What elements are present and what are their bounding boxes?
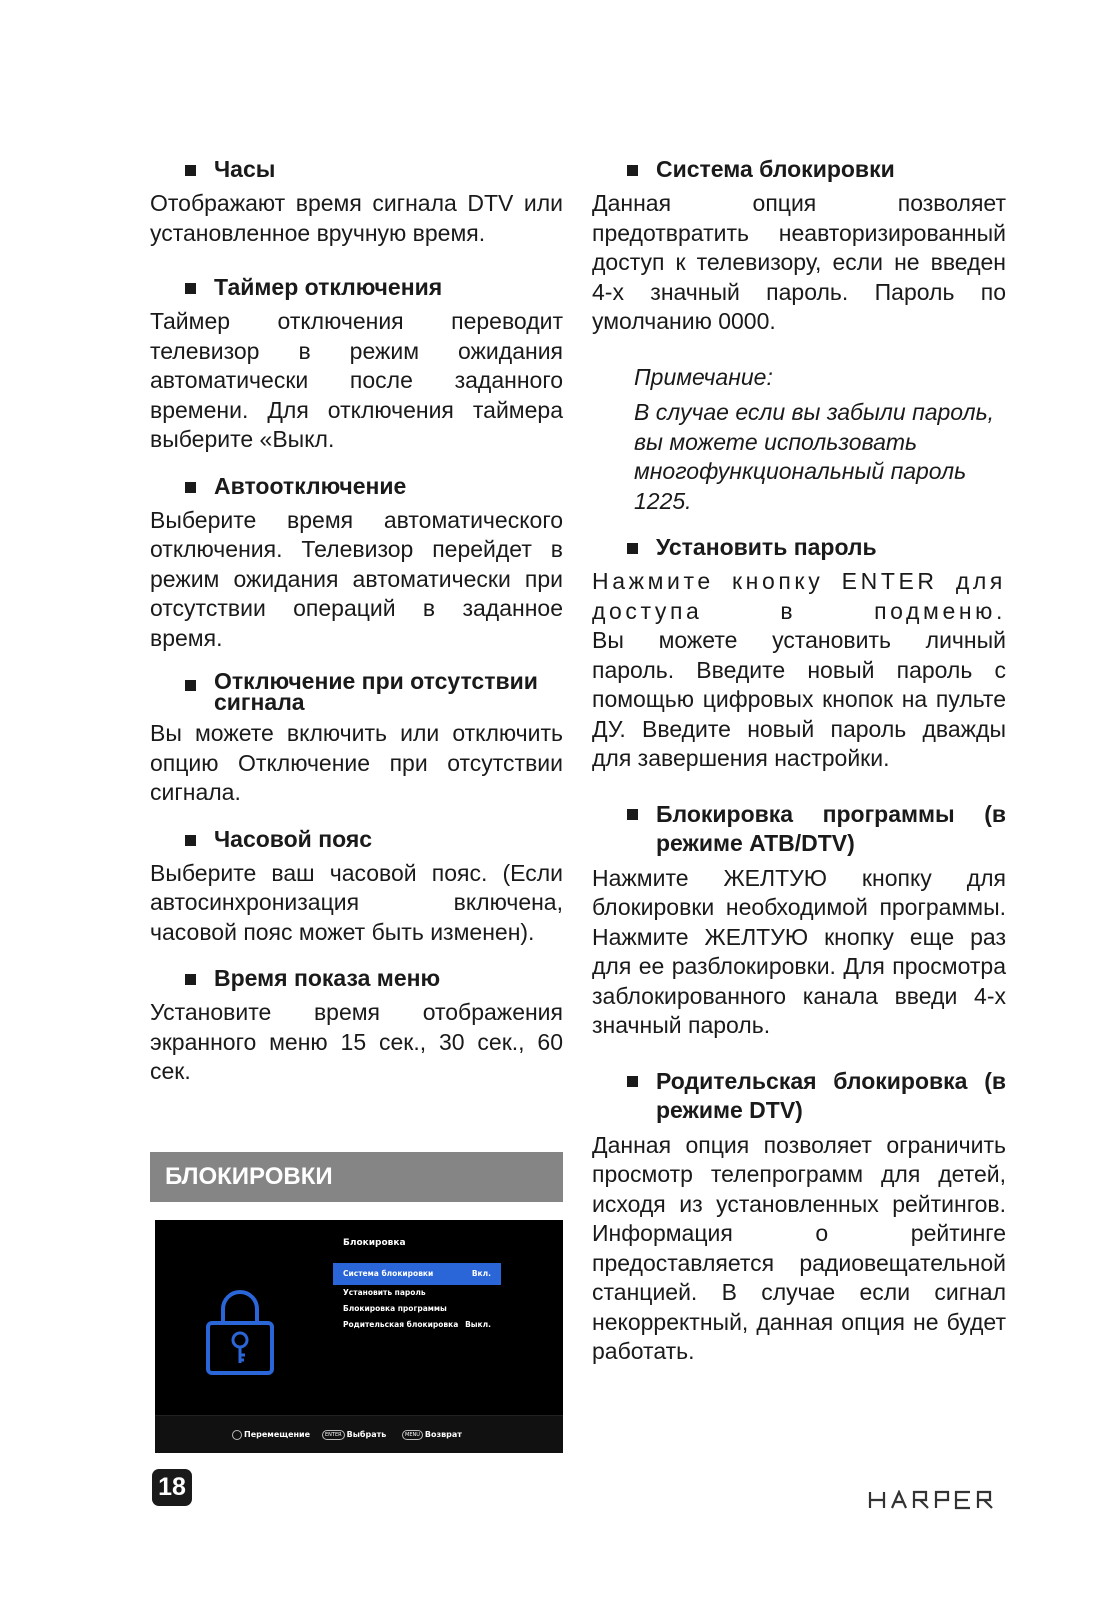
text-clock: Отображают время сигнала DTV или установленное вручную время. [150, 190, 563, 246]
heading-lock-system: Система блокировки [592, 156, 1006, 183]
tv-menu-item-program-lock[interactable] [333, 1301, 501, 1317]
text-menu-time: Установите время отображения экранного меню 15 сек., 30 сек., 60 сек. [150, 999, 563, 1084]
tv-menu-item-label: Система блокировки [343, 1269, 434, 1278]
tv-menu-item-label: Родительская блокировка [343, 1320, 459, 1329]
heading-menu-time: Время показа меню [150, 965, 563, 992]
heading-clock: Часы [150, 156, 563, 183]
section-title-locks: БЛОКИРОВКИ [150, 1152, 563, 1202]
note-text: В случае если вы забыли пароль, вы можете использовать многофункциональный пароль 1225. [634, 399, 995, 514]
right-column [592, 156, 1006, 1367]
heading-time-zone: Часовой пояс [150, 826, 563, 853]
tv-menu-item-set-password[interactable] [333, 1285, 501, 1301]
text-set-password-enter: Нажмите кнопку ENTER для доступа в подменю. [592, 568, 1006, 624]
note-block [592, 363, 1006, 517]
heading-sleep-timer: Таймер отключения [150, 274, 563, 301]
tv-menu-item-label: Установить пароль [343, 1288, 426, 1297]
heading-program-lock: Блокировка программы (в режиме ATB/DTV) [592, 800, 1006, 858]
hint-back: MENU Возврат [402, 1416, 462, 1453]
navigation-icon [232, 1430, 242, 1440]
text-auto-off: Выберите время автоматического отключения. Телевизор перейдет в режим ожидания автоматически при отсутствии операций в заданное время. [150, 506, 563, 651]
padlock-icon [205, 1285, 275, 1377]
tv-menu-item-label: Блокировка программы [343, 1304, 447, 1313]
tv-menu-title: Блокировка [343, 1238, 406, 1248]
tv-menu-list [333, 1263, 501, 1333]
brand-name: HARPER [868, 1490, 873, 1491]
tv-menu-item-value: Выкл. [465, 1320, 491, 1329]
tv-menu-item-parental-lock[interactable] [333, 1317, 501, 1333]
hint-move: Перемещение [232, 1416, 310, 1453]
tv-menu-item-lock-system[interactable] [333, 1263, 501, 1285]
menu-key-icon: MENU [402, 1430, 423, 1440]
page-number: 18 [152, 1469, 192, 1506]
text-no-signal-off: Вы можете включить или отключить опцию Отключение при отсутствии сигнала. [150, 720, 563, 805]
heading-parental-lock: Родительская блокировка (в режиме DTV) [592, 1067, 1006, 1125]
note-title: Примечание: [634, 363, 773, 390]
harper-logo [868, 1490, 1008, 1510]
heading-auto-off: Автоотключение [150, 473, 563, 500]
left-column [150, 156, 563, 1087]
text-parental-lock: Данная опция позволяет ограничить просмотр телепрограмм для детей, исходя из установленных рейтингов. Информация о рейтинге предоставляется радиовещательной станцией. В случае если сигнал некорректный, данная опция не будет работать. [592, 1131, 1006, 1364]
text-program-lock: Нажмите ЖЕЛТУЮ кнопку для блокировки необходимой программы. Нажмите ЖЕЛТУЮ кнопку еще раз для ее разблокировки. Для просмотра заблокированного канала введи 4-х значный пароль. [592, 864, 1006, 1038]
enter-key-icon: ENTER [322, 1430, 345, 1440]
hint-select: ENTER Выбрать [322, 1416, 386, 1453]
tv-menu-item-value: Вкл. [471, 1269, 491, 1278]
tv-footer-hints [155, 1415, 563, 1453]
text-time-zone: Выберите ваш часовой пояс. (Если автосинхронизация включена, часовой пояс может быть изменен). [150, 859, 563, 945]
tv-lock-menu-screenshot [155, 1220, 563, 1453]
text-sleep-timer: Таймер отключения переводит телевизор в режим ожидания автоматически после заданного времени. Для отключения таймера выберите «Выкл. [150, 308, 563, 452]
heading-no-signal-off: Отключение при отсутствии сигнала [150, 671, 563, 713]
text-lock-system: Данная опция позволяет предотвратить неавторизированный доступ к телевизору, если не введен 4-х значный пароль. Пароль по умолчанию 0000. [592, 190, 1006, 334]
heading-set-password: Установить пароль [592, 534, 1006, 561]
text-set-password: Вы можете установить личный пароль. Введите новый пароль с помощью цифровых кнопок на пульте ДУ. Введите новый пароль дважды для завершения настройки. [592, 627, 1006, 771]
